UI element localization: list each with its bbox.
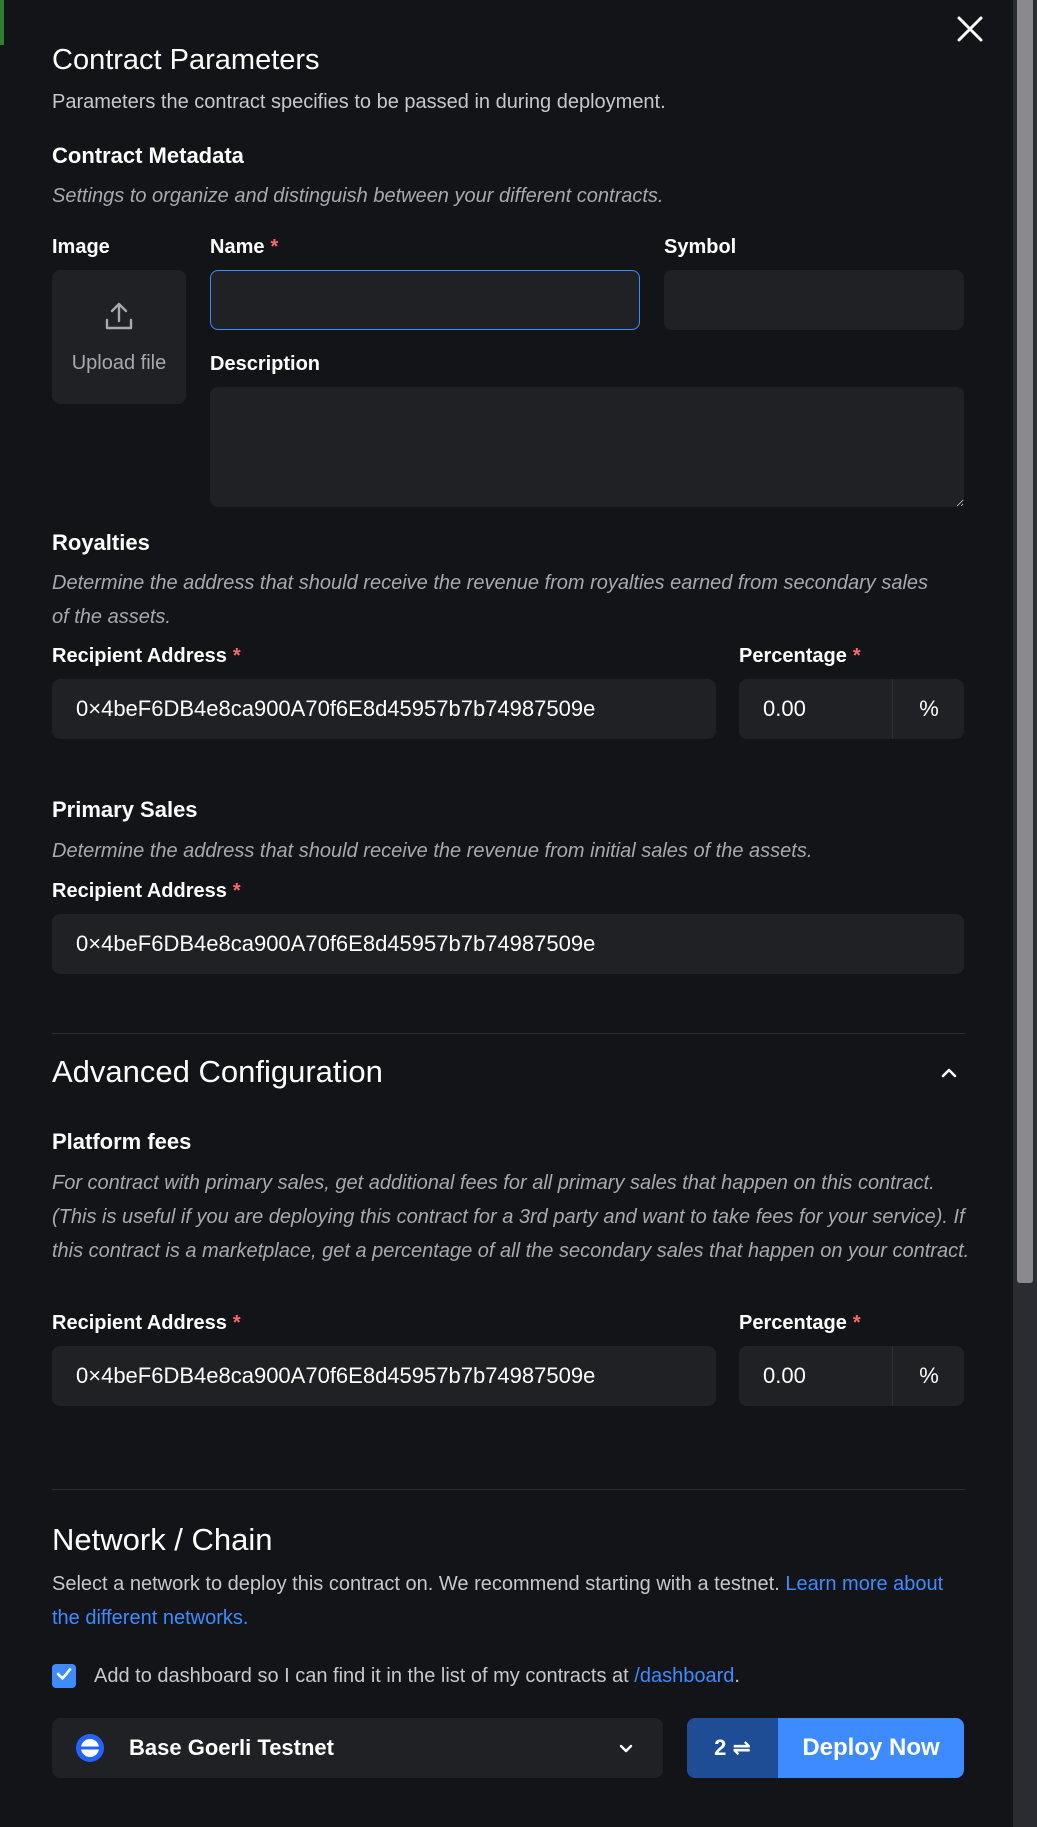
upload-file-label: Upload file xyxy=(71,352,167,374)
network-title: Network / Chain xyxy=(52,1522,273,1557)
percent-addon: % xyxy=(892,1346,965,1406)
percent-addon: % xyxy=(892,679,965,739)
required-marker: * xyxy=(232,1312,241,1334)
required-marker: * xyxy=(852,645,861,667)
network-icon xyxy=(76,1734,104,1762)
primary-recipient-input[interactable] xyxy=(52,914,964,974)
royalties-recipient-input[interactable] xyxy=(52,679,716,739)
platform-fees-title: Platform fees xyxy=(52,1129,192,1154)
upload-file-button[interactable] xyxy=(52,270,186,404)
royalties-recipient-box xyxy=(52,679,716,739)
royalties-percentage-input[interactable] xyxy=(739,679,892,739)
platform-recipient-input[interactable] xyxy=(52,1346,716,1406)
section-divider xyxy=(52,1033,965,1034)
add-to-dashboard-period: . xyxy=(734,1665,740,1687)
primary-sales-description: Determine the address that should receive the revenue from initial sales of the assets. xyxy=(52,840,813,862)
upload-icon xyxy=(102,299,136,338)
royalties-percentage-box xyxy=(739,679,964,739)
close-icon[interactable] xyxy=(953,12,987,46)
image-label: Image xyxy=(52,236,110,258)
royalties-recipient-label xyxy=(52,645,241,668)
royalties-title: Royalties xyxy=(52,530,150,555)
advanced-config-title[interactable]: Advanced Configuration xyxy=(52,1054,383,1089)
left-edge-strip xyxy=(0,0,4,45)
royalties-recipient-label-text: Recipient Address xyxy=(52,645,227,667)
symbol-input[interactable] xyxy=(664,270,964,330)
platform-recipient-label-text: Recipient Address xyxy=(52,1312,227,1334)
platform-percentage-label-text: Percentage xyxy=(739,1312,847,1334)
description-label: Description xyxy=(210,353,321,375)
name-input[interactable] xyxy=(211,271,639,329)
royalties-percentage-label xyxy=(739,645,861,668)
platform-percentage-input[interactable] xyxy=(739,1346,892,1406)
network-description-text: Select a network to deploy this contract on. We recommend starting with a testnet. xyxy=(52,1573,780,1595)
required-marker: * xyxy=(232,645,241,667)
platform-percentage-box xyxy=(739,1346,964,1406)
deploy-button-group xyxy=(687,1718,964,1778)
platform-recipient-box xyxy=(52,1346,716,1406)
scrollbar-track[interactable] xyxy=(1013,0,1037,1827)
description-textarea[interactable] xyxy=(210,387,964,507)
deploy-now-button[interactable]: Deploy Now xyxy=(778,1718,964,1778)
required-marker: * xyxy=(852,1312,861,1334)
symbol-label: Symbol xyxy=(664,236,737,258)
learn-more-link[interactable]: Learn more about the different networks. xyxy=(52,1573,944,1629)
symbol-field-box xyxy=(664,270,964,330)
add-to-dashboard-checkbox[interactable] xyxy=(52,1664,76,1688)
network-select[interactable] xyxy=(52,1718,663,1778)
primary-recipient-box xyxy=(52,914,964,974)
network-description xyxy=(52,1567,972,1635)
name-label xyxy=(210,236,278,259)
platform-fees-description: For contract with primary sales, get additional fees for all primary sales that happen on this contract. (This is useful if you are deploying this contract for a 3rd party and want to take fees for your service). If this contract is a marketplace, get a percentage of all the secondary sales that happen on your contract. xyxy=(52,1172,970,1262)
chevron-down-icon xyxy=(614,1736,638,1760)
royalties-percentage-label-text: Percentage xyxy=(739,645,847,667)
royalties-description: Determine the address that should receive the revenue from royalties earned from secondary sales of the assets. xyxy=(52,572,929,628)
section-divider xyxy=(52,1489,965,1490)
platform-percentage-label xyxy=(739,1312,861,1335)
required-marker: * xyxy=(232,880,241,902)
primary-recipient-label-text: Recipient Address xyxy=(52,880,227,902)
required-marker: * xyxy=(270,236,279,258)
name-field-box xyxy=(210,270,640,330)
name-label-text: Name xyxy=(210,236,265,258)
check-icon xyxy=(55,1665,73,1688)
add-to-dashboard-label xyxy=(94,1665,740,1688)
selected-network-label: Base Goerli Testnet xyxy=(129,1735,334,1760)
description-field-box xyxy=(210,387,964,507)
metadata-description: Settings to organize and distinguish between your different contracts. xyxy=(52,185,664,207)
scrollbar-thumb[interactable] xyxy=(1017,0,1033,1283)
page-title: Contract Parameters xyxy=(52,44,320,76)
transaction-count-button[interactable]: 2 ⇌ xyxy=(687,1718,778,1778)
dashboard-link[interactable]: /dashboard xyxy=(634,1665,735,1687)
chevron-up-icon[interactable] xyxy=(935,1059,963,1087)
platform-recipient-label xyxy=(52,1312,241,1335)
page-subtitle: Parameters the contract specifies to be passed in during deployment. xyxy=(52,91,666,113)
add-to-dashboard-text: Add to dashboard so I can find it in the list of my contracts at xyxy=(94,1665,629,1687)
primary-sales-title: Primary Sales xyxy=(52,797,198,822)
metadata-title: Contract Metadata xyxy=(52,143,244,168)
primary-recipient-label xyxy=(52,880,241,903)
